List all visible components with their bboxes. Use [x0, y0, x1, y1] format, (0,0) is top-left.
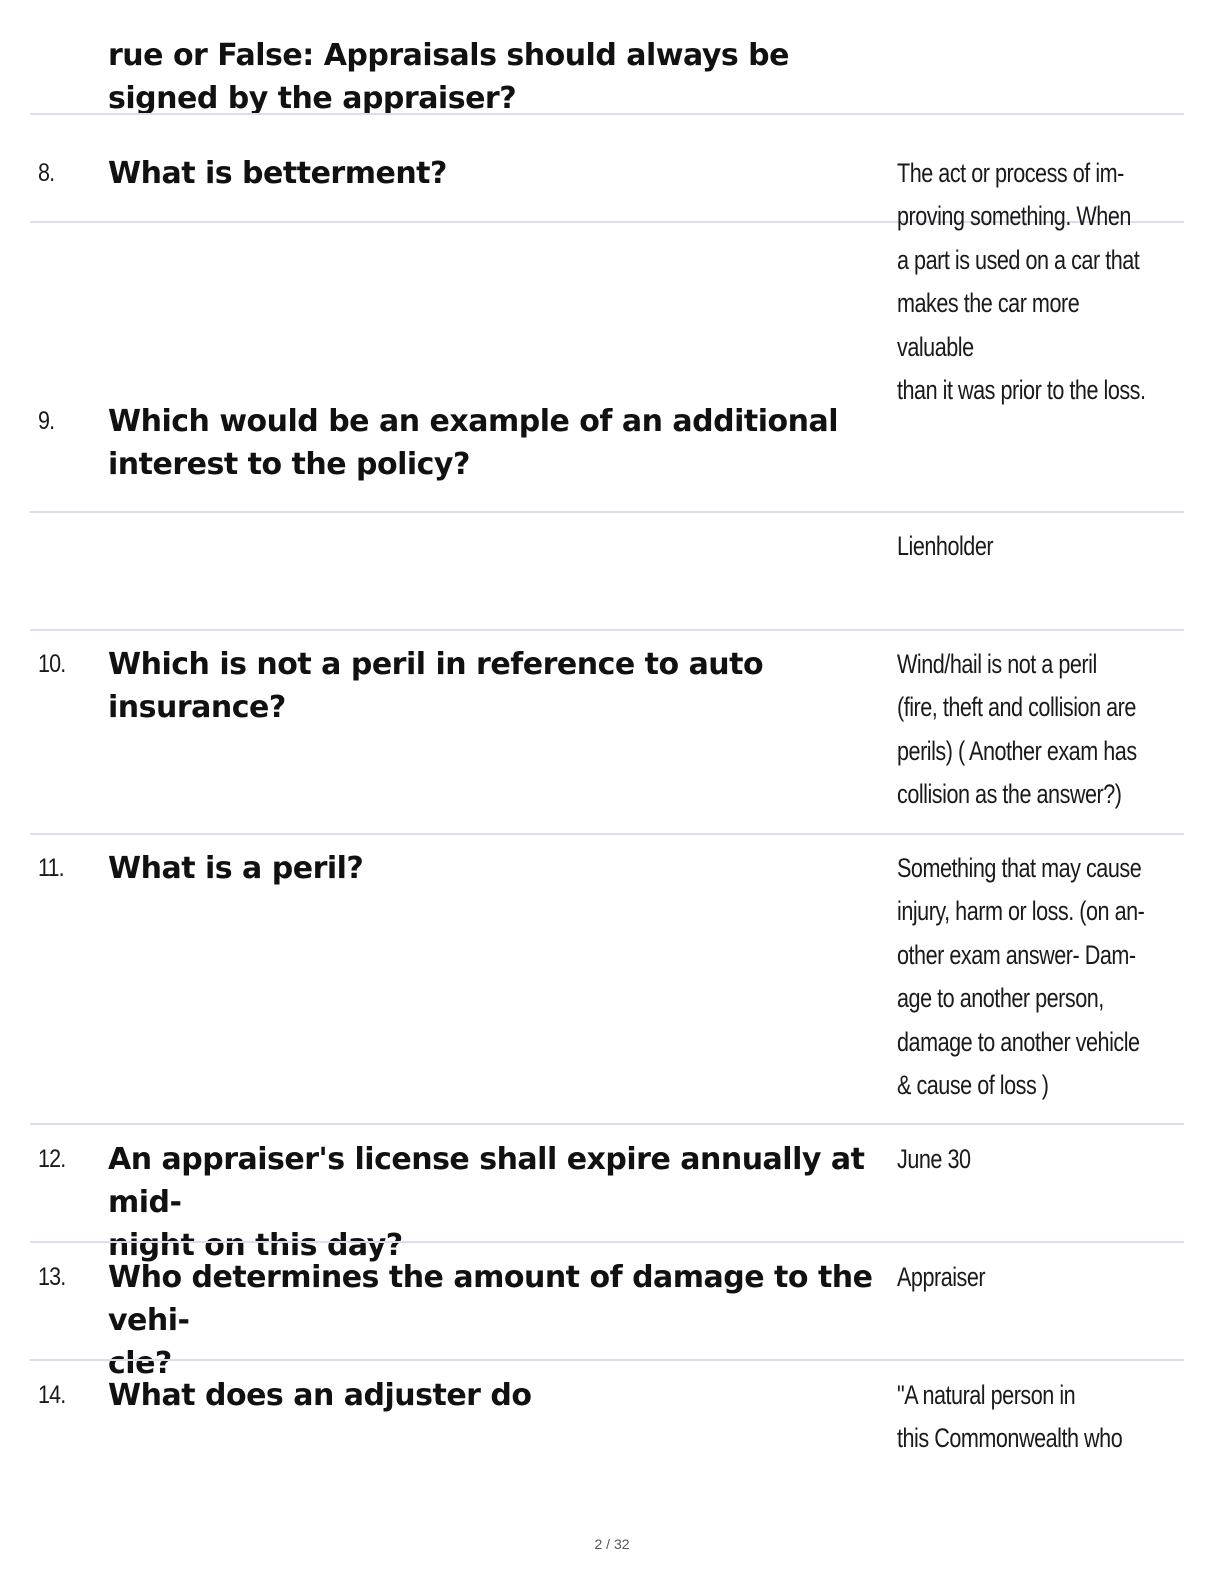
- item-number: 10.: [38, 650, 66, 678]
- question-text: Which is not a peril in reference to auto insurance?: [108, 647, 764, 725]
- item-number: 13.: [38, 1263, 66, 1291]
- answer-text: "A natural person in this Commonwealth who: [897, 1380, 1123, 1454]
- question-text: What is a peril?: [108, 851, 364, 886]
- question-text: An appraiser's license shall expire annually at mid- night on this day?: [108, 1142, 865, 1263]
- answer-text: Wind/hail is not a peril (fire, theft and collision are perils) ( Another exam has collision as the answer?): [897, 649, 1137, 810]
- row-divider: [30, 1123, 1184, 1125]
- item-number: 11.: [38, 854, 64, 882]
- item-number: 8.: [38, 159, 55, 187]
- question-text: rue or False: Appraisals should always be signed by the appraiser?: [108, 38, 789, 116]
- row-divider: [30, 511, 1184, 513]
- answer-text: Appraiser: [897, 1262, 986, 1292]
- question-text: What does an adjuster do: [108, 1378, 532, 1413]
- page-number: 2 / 32: [594, 1536, 630, 1552]
- answer-text: Something that may cause injury, harm or loss. (on an- other exam answer- Dam- age to another person, damage to another vehicle & cause of loss ): [897, 853, 1145, 1101]
- item-number: 9.: [38, 407, 55, 435]
- answer-text: The act or process of im- proving something. When a part is used on a car that makes the car more valuable than it was prior to the loss.: [897, 158, 1146, 406]
- row-divider: [30, 1241, 1184, 1243]
- row-divider: [30, 1359, 1184, 1361]
- item-number: 12.: [38, 1145, 66, 1173]
- item-number: 14.: [38, 1381, 66, 1409]
- row-divider: [30, 629, 1184, 631]
- row-divider: [30, 833, 1184, 835]
- question-text: What is betterment?: [108, 156, 447, 191]
- answer-text: June 30: [897, 1144, 971, 1174]
- question-text: Which would be an example of an additional interest to the policy?: [108, 404, 839, 482]
- row-divider: [30, 113, 1184, 115]
- question-text: Who determines the amount of damage to the vehi- cle?: [108, 1260, 873, 1381]
- answer-text: Lienholder: [897, 531, 994, 561]
